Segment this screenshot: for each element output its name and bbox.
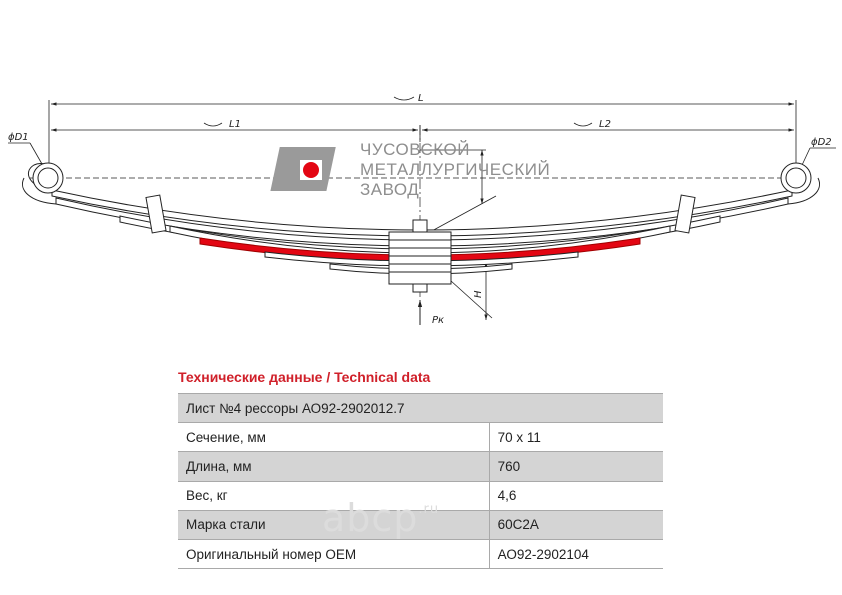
dim-label-eye-left: ϕD1 xyxy=(8,132,29,143)
logo-line-3: ЗАВОД xyxy=(360,180,420,199)
watermark-text: abcp xyxy=(322,496,419,540)
row-label: Марка стали xyxy=(178,510,489,539)
row-value: 760 xyxy=(489,452,663,481)
dim-label-height: H xyxy=(473,290,484,298)
row-label: Сечение, мм xyxy=(178,423,489,452)
center-bolt-top xyxy=(413,220,427,232)
row-label: Длина, мм xyxy=(178,452,489,481)
dim-label-eye-right: ϕD2 xyxy=(811,137,832,148)
row-label: Вес, кг xyxy=(178,481,489,510)
dim-label-total: L xyxy=(418,93,424,104)
table-row xyxy=(178,452,663,481)
row-value: 70 х 11 xyxy=(489,423,663,452)
table-header-row xyxy=(178,394,663,423)
row-value: 4,6 xyxy=(489,481,663,510)
left-eye-inner xyxy=(38,168,58,188)
logo-line-1: ЧУСОВСКОЙ xyxy=(360,140,470,159)
row-value: АО92-2902104 xyxy=(489,539,663,568)
chmz-logo-icon xyxy=(270,147,335,191)
technical-data-table xyxy=(178,393,663,569)
dim-label-force: Pк xyxy=(432,315,445,326)
table-row xyxy=(178,423,663,452)
row-value: 60С2А xyxy=(489,510,663,539)
watermark xyxy=(322,496,439,540)
dim-label-right: L2 xyxy=(599,119,611,130)
center-bolt-bottom xyxy=(413,284,427,292)
table-row xyxy=(178,539,663,568)
watermark-tld: .ru xyxy=(418,502,440,517)
company-logo-text xyxy=(360,140,550,199)
right-eye-inner xyxy=(786,168,806,188)
logo-line-2: МЕТАЛЛУРГИЧЕСКИЙ xyxy=(360,160,551,179)
leaf-spring xyxy=(22,163,819,292)
part-title: Лист №4 рессоры АО92-2902012.7 xyxy=(178,394,663,423)
dim-label-left: L1 xyxy=(229,119,241,130)
technical-data-title: Технические данные / Technical data xyxy=(178,369,431,385)
row-label: Оригинальный номер OEM xyxy=(178,539,489,568)
